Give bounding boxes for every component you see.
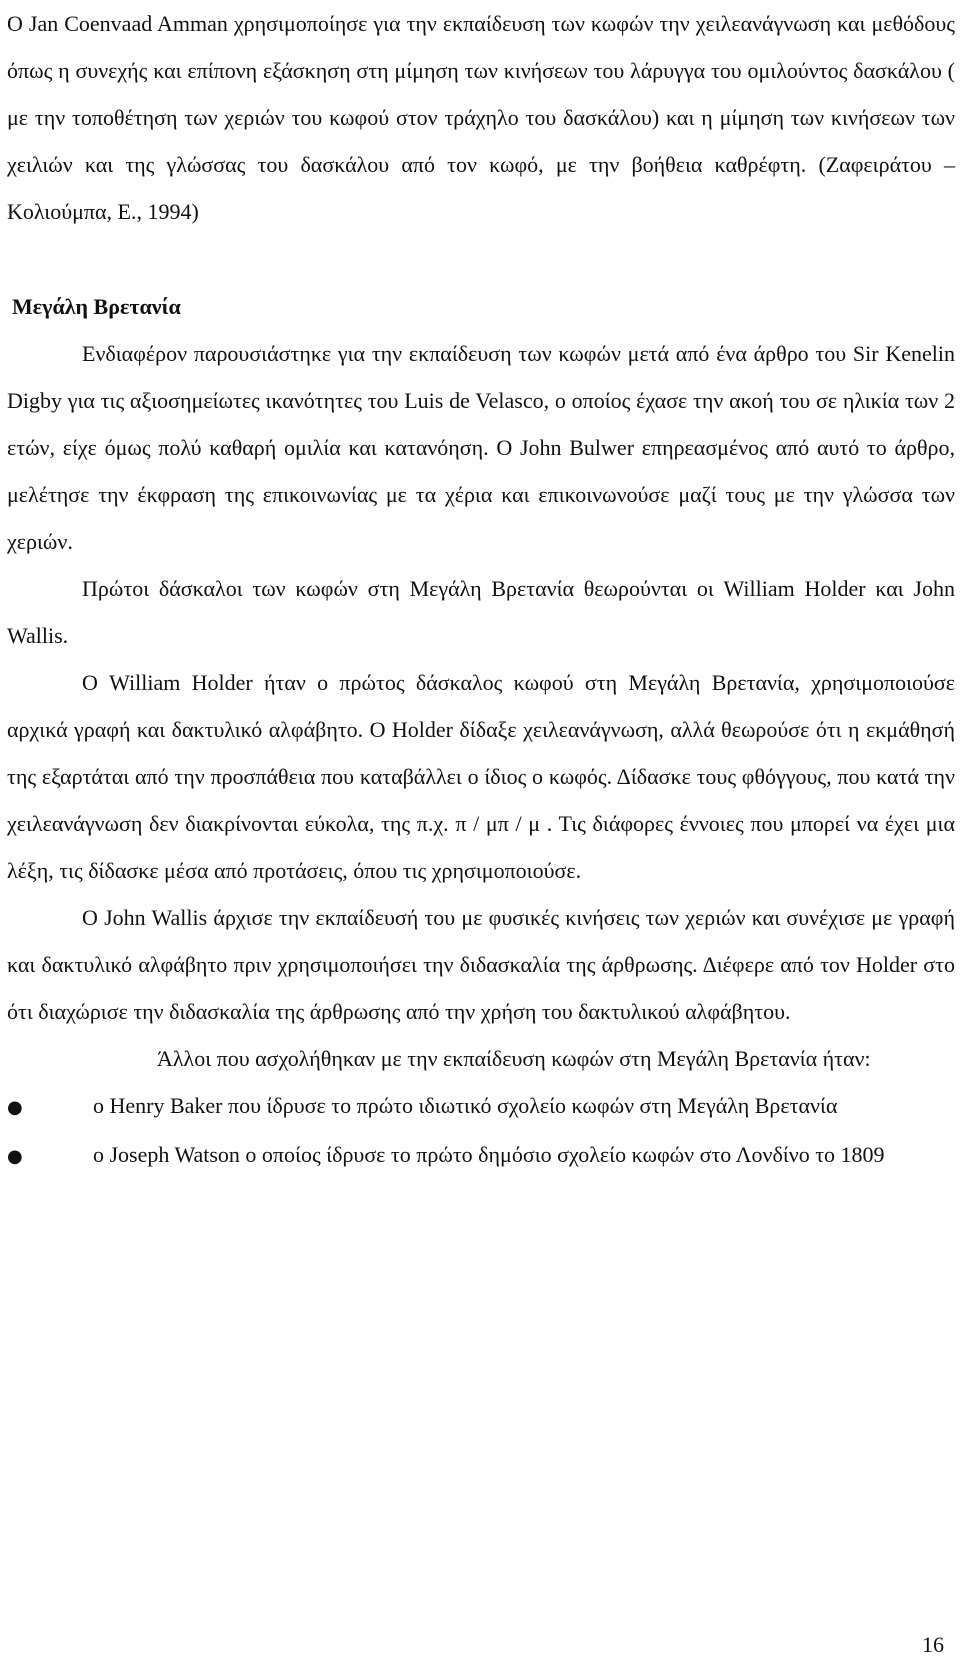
list-item	[7, 1131, 955, 1180]
paragraph-others: Άλλοι που ασχολήθηκαν με την εκπαίδευση κωφών στη Μεγάλη Βρετανία ήταν:	[157, 1046, 871, 1071]
paragraph-holder: Ο William Holder ήταν ο πρώτος δάσκαλος κωφού στη Μεγάλη Βρετανία, χρησιμοποιούσε αρχικά γραφή και δακτυλικό αλφάβητο. Ο Holder δίδαξε χειλεανάγνωση, αλλά θεωρούσε ότι η εκμάθησή της εξαρτάται από την προσπάθεια που καταβάλλει ο ίδιος ο κωφός. Δίδασκε τους φθόγγους, που κατά την χειλεανάγνωση δεν διακρίνονται εύκολα, της π.χ. π / μπ / μ . Τις διάφορες έννοιες που μπορεί να έχει μια λέξη, τις δίδασκε μέσα από προτάσεις, όπου τις χρησιμοποιούσε.	[7, 670, 955, 883]
bullet-icon: ●	[7, 1097, 23, 1118]
list-item	[7, 1082, 955, 1131]
list-item-text: ο Henry Baker που ίδρυσε το πρώτο ιδιωτικό σχολείο κωφών στη Μεγάλη Βρετανία	[93, 1093, 838, 1118]
intro-paragraph: Ο Jan Coenvaad Amman χρησιμοποίησε για την εκπαίδευση των κωφών την χειλεανάγνωση και μεθόδους όπως η συνεχής και επίπονη εξάσκηση στη μίμηση των κινήσεων του λάρυγγα του ομιλούντος δασκάλου ( με την τοποθέτηση των χεριών του κωφού στον τράχηλο του δασκάλου) και η μίμηση των κινήσεων των χειλιών και της γλώσσας του δασκάλου από τον κωφό, με την βοήθεια καθρέφτη. (Ζαφειράτου – Κολιούμπα, Ε., 1994)	[7, 11, 955, 224]
page-number: 16	[922, 1632, 944, 1657]
paragraph-digby: Ενδιαφέρον παρουσιάστηκε για την εκπαίδευση των κωφών μετά από ένα άρθρο του Sir Kenelin Digby για τις αξιοσημείωτες ικανότητες του Luis de Velasco, ο οποίος έχασε την ακοή του σε ηλικία των 2 ετών, είχε όμως πολύ καθαρή ομιλία και κατανόηση. Ο John Bulwer επηρεασμένος από αυτό το άρθρο, μελέτησε την έκφραση της επικοινωνίας με τα χέρια και επικοινωνούσε μαζί τους με την γλώσσα των χεριών.	[7, 341, 955, 554]
paragraph-wallis: Ο John Wallis άρχισε την εκπαίδευσή του με φυσικές κινήσεις των χεριών και συνέχισε με γραφή και δακτυλικό αλφάβητο πριν χρησιμοποιήσει την διδασκαλία της άρθρωσης. Διέφερε από τον Holder στο ότι διαχώρισε την διδασκαλία της άρθρωσης από την χρήση του δακτυλικού αλφάβητου.	[7, 905, 955, 1024]
section-heading: Μεγάλη Βρετανία	[12, 294, 181, 319]
document-page	[7, 0, 955, 1180]
list-item-text: ο Joseph Watson ο οποίος ίδρυσε το πρώτο δημόσιο σχολείο κωφών στο Λονδίνο το 1809	[93, 1142, 885, 1167]
bullet-icon: ●	[7, 1146, 23, 1167]
paragraph-first-teachers: Πρώτοι δάσκαλοι των κωφών στη Μεγάλη Βρετανία θεωρούνται οι William Holder και John Wallis.	[7, 576, 955, 648]
